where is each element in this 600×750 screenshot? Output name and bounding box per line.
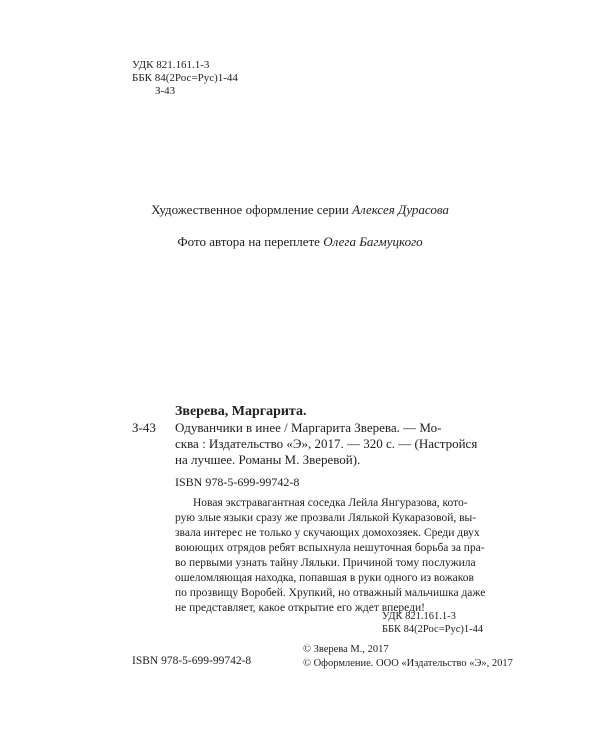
annotation-line: звала интерес не только у скучающих домохозяек. Среди двух <box>175 527 480 539</box>
annotation-line: ошеломляющая находка, попавшая в руки одного из вожаков <box>175 572 474 584</box>
udk-code: УДК 821.161.1-3 <box>132 59 210 71</box>
udk-code-right: УДК 821.161.1-3 <box>382 611 456 622</box>
photo-credit-prefix: Фото автора на переплете <box>177 234 324 249</box>
bbk-code: ББК 84(2Рос=Рус)1-44 <box>132 72 238 84</box>
copyright-design: © Оформление. ООО «Издательство «Э», 2017 <box>303 658 513 669</box>
record-description <box>175 420 495 468</box>
record-isbn: ISBN 978-5-699-99742-8 <box>175 475 300 489</box>
annotation <box>175 496 495 616</box>
record-line: сква : Издательство «Э», 2017. — 320 с. — (Настройся <box>175 436 478 451</box>
annotation-line: воюющих отрядов ребят вспыхнула нешуточная борьба за пра- <box>175 542 485 554</box>
annotation-line: Новая экстравагантная соседка Лейла Янгуразова, кото- <box>193 497 468 509</box>
design-credit-name: Алексея Дурасова <box>352 202 449 217</box>
bbk-code-right: ББК 84(2Рос=Рус)1-44 <box>382 624 484 635</box>
annotation-line: по прозвищу Воробей. Хрупкий, но отважный мальчишка даже <box>175 587 486 599</box>
annotation-line: рую злые языки сразу же прозвали Лялькой Кукаразовой, вы- <box>175 512 477 524</box>
photo-credit <box>0 234 600 250</box>
annotation-line: не представляет, какое открытие его ждет впереди! <box>175 602 425 614</box>
record-line: Одуванчики в инее / Маргарита Зверева. — Мо- <box>175 420 442 435</box>
design-credit-prefix: Художественное оформление серии <box>151 202 353 217</box>
annotation-line: во первыми узнать тайну Ляльки. Причиной тому послужила <box>175 557 476 569</box>
design-credit <box>0 202 600 218</box>
record-mark: З-43 <box>132 420 156 435</box>
photo-credit-name: Олега Багмуцкого <box>323 234 423 249</box>
author-heading: Зверева, Маргарита. <box>175 404 307 419</box>
copyright-author: © Зверева М., 2017 <box>303 644 389 655</box>
record-line: на лучшее. Романы М. Зверевой). <box>175 452 361 467</box>
footer-isbn: ISBN 978-5-699-99742-8 <box>132 655 252 667</box>
author-mark: З-43 <box>155 85 176 97</box>
